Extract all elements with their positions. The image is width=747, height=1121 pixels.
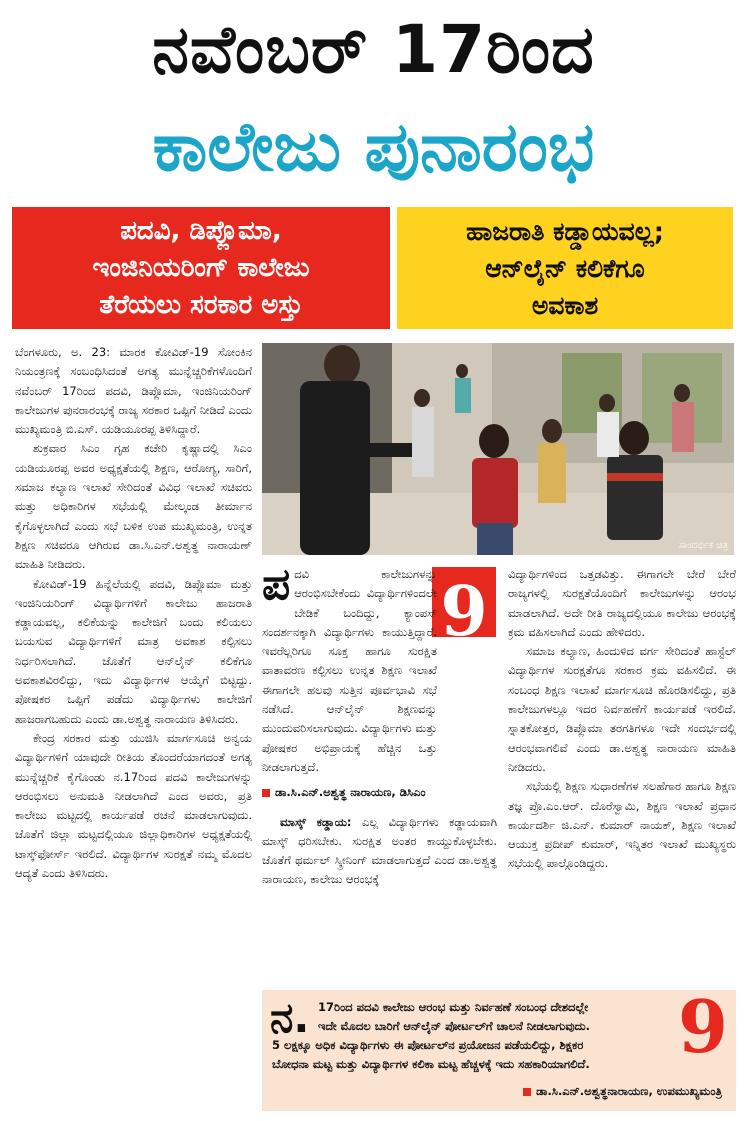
kicker-left-line: ತೆರೆಯಲು ಸರಕಾರ ಅಸ್ತು [99, 290, 303, 320]
news-photo [262, 343, 734, 555]
photo-illustration [262, 343, 734, 555]
article-paragraph: ಶುಕ್ರವಾರ ಸಿಎಂ ಗೃಹ ಕಚೇರಿ ಕೃಷ್ಣಾದಲ್ಲಿ ಸಿಎಂ ಯಡಿಯೂರಪ್ಪ ಅವರ ಅಧ್ಯಕ್ಷತೆಯಲ್ಲಿ ಶಿಕ್ಷಣ, ಆರೋಗ್ಯ, ಸಾರಿಗೆ, ಸಮಾಜ ಕಲ್ಯಾಣ ಇಲಾಖೆ ಸೇರಿದಂತೆ ವಿವಿಧ ಇಲಾಖೆ ಸಚಿವರು ಮತ್ತು ಅಧಿಕಾರಿಗಳ ಸಭೆಯಲ್ಲಿ ಮೇಲ್ಕಂಡ ತೀರ್ಮಾನ ಕೈಗೊಳ್ಳಲಾಗಿದೆ ಎಂದು ಸಭೆ ಬಳಿಕ ಉಪ ಮುಖ್ಯಮಂತ್ರಿ, ಉನ್ನತ ಶಿಕ್ಷಣ ಸಚಿವರೂ ಆಗಿರುವ ಡಾ.ಸಿ.ಎನ್.ಅಶ್ವತ್ಥ ನಾರಾಯಣ್ ಮಾಹಿತಿ ನೀಡಿದರು. [15, 441, 252, 572]
kicker-right-box [397, 207, 733, 329]
kicker-right-line: ಆನ್‌ಲೈನ್ ಕಲಿಕೆಗೂ [485, 254, 645, 283]
kicker-right-line: ಹಾಜರಾತಿ ಕಡ್ಡಾಯವಲ್ಲ; [466, 217, 664, 246]
kicker-left-line: ಇಂಜಿನಿಯರಿಂಗ್ ಕಾಲೇಜು [92, 253, 310, 283]
kicker-left-line: ಪದವಿ, ಡಿಪ್ಲೊಮಾ, [120, 216, 282, 246]
masks-text: ಎಲ್ಲ ವಿದ್ಯಾರ್ಥಿಗಳು ಕಡ್ಡಾಯವಾಗಿ ಮಾಸ್ಕ್ ಧರಿಸಬೇಕು. ಸುರಕ್ಷಿತ ಅಂತರ ಕಾಯ್ದುಕೊಳ್ಳಬೇಕು. ಜೊತೆಗೆ ಥರ್ಮಲ್ ಸ್ಕ್ರೀನಿಂಗ್ ಮಾಡಲಾಗುತ್ತದೆ ಎಂದ ಡಾ.ಅಶ್ವತ್ಥ ನಾರಾಯಣ, ಕಾಲೇಜು ಆರಂಭಕ್ಕೆ [262, 814, 497, 887]
article-column-2 [262, 559, 497, 890]
highlight-line: 5 ಲಕ್ಷಕ್ಕೂ ಅಧಿಕ ವಿದ್ಯಾರ್ಥಿಗಳು ಈ ಪೋರ್ಟಲ್‌ನ ಪ್ರಯೋಜನ ಪಡೆಯಲಿದ್ದು, ಶಿಕ್ಷಕರ [272, 1038, 584, 1052]
quote-paragraph [262, 559, 497, 777]
article-column-1 [15, 343, 252, 1121]
quote-attribution-text: ಡಾ.ಸಿ.ಎನ್.ಅಶ್ವತ್ಥ ನಾರಾಯಣ, ಡಿಸಿಎಂ [275, 785, 426, 800]
quote-mark-icon: 9 [432, 567, 496, 637]
masks-paragraph [262, 813, 497, 890]
masks-label: ಮಾಸ್ಕ್ ಕಡ್ಡಾಯ: [280, 814, 352, 829]
article-paragraph: ಕೋವಿಡ್-19 ಹಿನ್ನೆಲೆಯಲ್ಲಿ ಪದವಿ, ಡಿಪ್ಲೊಮಾ ಮತ್ತು ಇಂಜಿನಿಯರಿಂಗ್ ವಿದ್ಯಾರ್ಥಿಗಳಿಗೆ ಕಾಲೇಜು ಹಾಜರಾತಿ ಕಡ್ಡಾಯವಲ್ಲ, ಕಲಿಕೆಯನ್ನು ಕಾಲೇಜಿಗೆ ಬಂದು ಕಲಿಯಲು ಬಯಸುವ ವಿದ್ಯಾರ್ಥಿಗಳಿಗೆ ಮಾತ್ರ ಅವಕಾಶ ಕಲ್ಪಿಸಲು ನಿರ್ಧರಿಸಲಾಗಿದೆ. ಜೊತೆಗೆ ಆನ್‌ಲೈನ್ ಕಲಿಕೆಗೂ ಅವಕಾಶವಿರಲಿದ್ದು, ಇದು ವಿದ್ಯಾರ್ಥಿಗಳ ಆಯ್ಕೆಗೆ ಬಿಟ್ಟದ್ದು. ಪೋಷಕರ ಒಪ್ಪಿಗೆ ಪಡೆದು ವಿದ್ಯಾರ್ಥಿಗಳು ಕಾಲೇಜಿಗೆ ಹಾಜರಾಗಬಹುದು ಎಂದು ಡಾ.ಅಶ್ವತ್ಥ ನಾರಾಯಣ ತಿಳಿಸಿದರು. [15, 576, 252, 726]
highlight-box [262, 984, 736, 1111]
highlight-text [270, 993, 702, 1074]
highlight-line: ಇದೇ ಮೊದಲ ಬಾರಿಗೆ ಆನ್‌ಲೈನ್ ಪೋರ್ಟಲ್‌ಗೆ ಚಾಲನೆ ನೀಡಲಾಗುವುದು. [318, 1019, 591, 1033]
headline-line-2: ಕಾಲೇಜು ಪುನಾರಂಭ [152, 108, 595, 187]
highlight-line: ಬೋಧನಾ ಮಟ್ಟ ಮತ್ತು ವಿದ್ಯಾರ್ಥಿಗಳ ಕಲಿಕಾ ಮಟ್ಟ ಹೆಚ್ಚಳಕ್ಕೆ ಇದು ಸಹಕಾರಿಯಾಗಲಿದೆ. [272, 1057, 590, 1071]
headline-line-1: ನವೆಂಬರ್ 17ರಿಂದ [152, 11, 595, 88]
highlight-attribution [523, 1084, 722, 1099]
article-paragraph: ಕೇಂದ್ರ ಸರಕಾರ ಮತ್ತು ಯುಜಿಸಿ ಮಾರ್ಗಸೂಚಿ ಅನ್ವಯ ವಿದ್ಯಾರ್ಥಿಗಳಿಗೆ ಯಾವುದೇ ರೀತಿಯ ತೊಂದರೆಯಾಗದಂತೆ ಅಗತ್ಯ ಮುನ್ನೆಚ್ಚರಿಕೆ ಕೈಗೊಂಡು ನ.17ರಿಂದ ಪದವಿ ಕಾಲೇಜುಗಳನ್ನು ಆರಂಭಿಸಲು ಅನುಮತಿ ನೀಡಲಾಗಿದೆ ಎಂದ ಅವರು, ಪ್ರತಿ ಕಾಲೇಜು ಮಟ್ಟದಲ್ಲಿ ಕಾರ್ಯಪಡೆ ರಚನೆ ಮಾಡಲಾಗುವುದು. ಜೊತೆಗೆ ಜಿಲ್ಲಾ ಮಟ್ಟದಲ್ಲಿಯೂ ಜಿಲ್ಲಾಧಿಕಾರಿಗಳ ಅಧ್ಯಕ್ಷತೆಯಲ್ಲಿ ಟಾಸ್ಕ್‌ಫೋರ್ಸ್ ಇರಲಿದೆ. ವಿದ್ಯಾರ್ಥಿಗಳ ಸುರಕ್ಷತೆ ನಮ್ಮ ಮೊದಲ ಆದ್ಯತೆ ಎಂದು ತಿಳಿಸಿದರು. [15, 730, 252, 881]
quote-attribution [262, 783, 497, 802]
article-paragraph: ಬೆಂಗಳೂರು, ಅ. 23: ಮಾರಕ ಕೋವಿಡ್-19 ಸೋಂಕಿನ ನಿಯಂತ್ರಣಕ್ಕೆ ಸಂಬಂಧಿಸಿದಂತೆ ಅಗತ್ಯ ಮುನ್ನೆಚ್ಚರಿಕೆಗಳೊಂದಿಗೆ ನವೆಂಬರ್ 17ರಿಂದ ಪದವಿ, ಡಿಪ್ಲೊಮಾ, ಇಂಜಿನಿಯರಿಂಗ್ ಕಾಲೇಜುಗಳ ಪುನರಾರಂಭಕ್ಕೆ ರಾಜ್ಯ ಸರಕಾರ ಒಪ್ಪಿಗೆ ನೀಡಿದೆ ಎಂದು ಮುಖ್ಯಮಂತ್ರಿ ಬಿ.ಎಸ್. ಯಡಿಯೂರಪ್ಪ ತಿಳಿಸಿದ್ದಾರೆ. [15, 345, 252, 437]
article-paragraph: ವಿದ್ಯಾರ್ಥಿಗಳಿಂದ ಒತ್ತಡವಿತ್ತು. ಈಗಾಗಲೇ ಬೇರೆ ಬೇರೆ ರಾಜ್ಯಗಳಲ್ಲಿ ಸುರಕ್ಷತೆಯೊಂದಿಗೆ ಕಾಲೇಜುಗಳನ್ನು ಆರಂಭ ಮಾಡಲಾಗಿದೆ. ಅದೇ ರೀತಿ ರಾಜ್ಯದಲ್ಲಿಯೂ ಕಾಲೇಜು ಆರಂಭಕ್ಕೆ ಕ್ರಮ ವಹಿಸಲಾಗಿದೆ ಎಂದು ಹೇಳಿದರು. [508, 567, 736, 639]
highlight-line: 17ರಿಂದ ಪದವಿ ಕಾಲೇಜು ಆರಂಭ ಮತ್ತು ನಿರ್ವಹಣೆ ಸಂಬಂಧ ದೇಶದಲ್ಲೇ [318, 1000, 589, 1014]
article-column-3 [508, 565, 736, 985]
dropcap: ಪ [262, 559, 291, 610]
photo-caption: ಸಾಂದರ್ಭಿಕ ಚಿತ್ರ [678, 540, 728, 551]
kicker-right-line: ಅವಕಾಶ [531, 291, 599, 320]
highlight-attribution-text: ಡಾ.ಸಿ.ಎನ್.ಅಶ್ವತ್ಥನಾರಾಯಣ, ಉಪಮುಖ್ಯಮಂತ್ರಿ [536, 1084, 722, 1098]
quote-text: ದವಿ ಕಾಲೇಜುಗಳನ್ನು ಆರಂಭಿಸಬೇಕೆಂದು ವಿದ್ಯಾರ್ಥಿಗಳಿಂದಲೇ ಬೇಡಿಕೆ ಬಂದಿದ್ದು, ಕ್ಯಾಂಪಸ್ ಸಂದರ್ಶನಕ್ಕಾಗಿ ವಿದ್ಯಾರ್ಥಿಗಳು ಕಾಯುತ್ತಿದ್ದಾರೆ. ಇವರೆಲ್ಲರಿಗೂ ಸೂಕ್ತ ಹಾಗೂ ಸುರಕ್ಷಿತ ವಾತಾವರಣ ಕಲ್ಪಿಸಲು ಉನ್ನತ ಶಿಕ್ಷಣ ಇಲಾಖೆ ಈಗಾಗಲೇ ಹಲವು ಸುತ್ತಿನ ಪೂರ್ವಭಾವಿ ಸಭೆ ನಡೆಸಿದೆ. ಆನ್‌ಲೈನ್ ಶಿಕ್ಷಣವನ್ನು ಮುಂದುವರಿಸಲಾಗುವುದು. ವಿದ್ಯಾರ್ಥಿಗಳು ಮತ್ತು ಪೋಷಕರ ಅಭಿಪ್ರಾಯಕ್ಕೆ ಹೆಚ್ಚಿನ ಒತ್ತು ನೀಡಲಾಗುತ್ತದೆ. [262, 567, 437, 774]
bullet-square-icon [523, 1088, 531, 1096]
article-paragraph: ಸಮಾಜ ಕಲ್ಯಾಣ, ಹಿಂದುಳಿದ ವರ್ಗ ಸೇರಿದಂತೆ ಹಾಸ್ಟೆಲ್ ವಿದ್ಯಾರ್ಥಿಗಳ ಸುರಕ್ಷತೆಗೂ ಸರಕಾರ ಕ್ರಮ ವಹಿಸಲಿದೆ. ಈ ಸಂಬಂಧ ಶಿಕ್ಷಣ ಇಲಾಖೆ ಮಾರ್ಗಸೂಚಿ ಹೊರಡಿಸಲಿದ್ದು, ಪ್ರತಿ ಕಾಲೇಜುಗಳಲ್ಲೂ ಇದರ ನಿರ್ವಹಣೆಗೆ ಕಾರ್ಯಪಡೆ ಇರಲಿದೆ. ಸ್ನಾತಕೋತ್ತರ, ಡಿಪ್ಲೊಮಾ ತರಗತಿಗಳೂ ಇದೇ ಸಂದರ್ಭದಲ್ಲಿ ಆರಂಭವಾಗಲಿವೆ ಎಂದು ಡಾ.ಅಶ್ವತ್ಥ ನಾರಾಯಣ ಮಾಹಿತಿ ನೀಡಿದರು. [508, 644, 736, 774]
kicker-left-box [12, 207, 390, 329]
article-paragraph: ಸಭೆಯಲ್ಲಿ ಶಿಕ್ಷಣ ಸುಧಾರಣೆಗಳ ಸಲಹೆಗಾರ ಹಾಗೂ ಶಿಕ್ಷಣ ತಜ್ಞ ಪ್ರೊ.ಎಂ.ಆರ್. ದೊರೆಸ್ವಾಮಿ, ಶಿಕ್ಷಣ ಇಲಾಖೆ ಪ್ರಧಾನ ಕಾರ್ಯದರ್ಶಿ ಜಿ.ಎನ್. ಕುಮಾರ್ ನಾಯಕ್, ಶಿಕ್ಷಣ ಇಲಾಖೆ ಆಯುಕ್ತ ಪ್ರದೀಪ್ ಕುಮಾರ್, ಇನ್ನಿತರ ಇಲಾಖೆ ಮುಖ್ಯಸ್ಥರು ಸಭೆಯಲ್ಲಿ ಪಾಲ್ಗೊಂಡಿದ್ದರು. [508, 779, 736, 871]
bullet-square-icon [262, 789, 270, 797]
highlight-dropcap: ನ. [270, 993, 310, 1042]
highlight-quote-icon: 9 [677, 984, 728, 1069]
